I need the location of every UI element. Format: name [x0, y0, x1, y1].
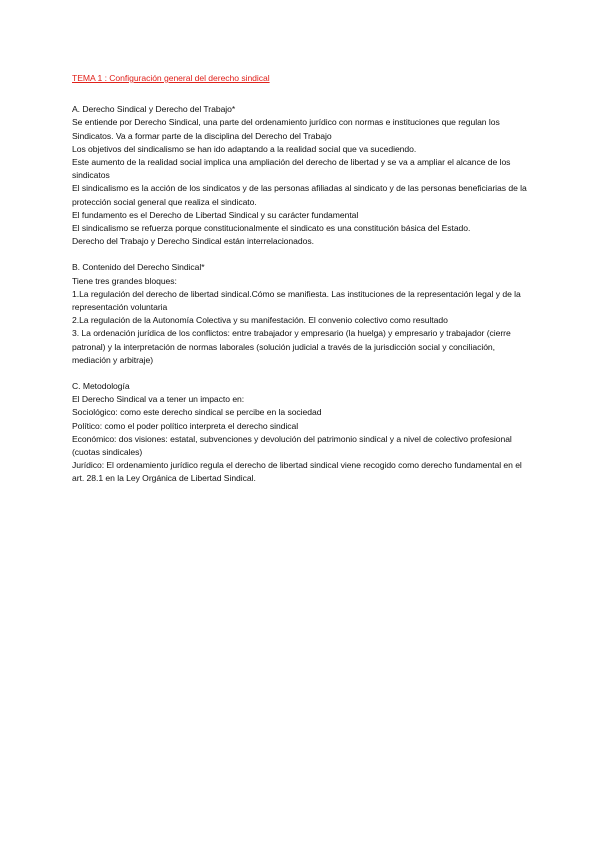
paragraph: 3. La ordenación jurídica de los conflictos: entre trabajador y empresario (la huelga) y empresario y trabajador (cierre patronal) y la interpretación de normas laborales (solución judicial a través de la jurisdicción social y conciliación, mediación y arbitraje) — [72, 328, 511, 365]
paragraph: El sindicalismo se refuerza porque constitucionalmente el sindicato es una constitución básica del Estado. — [72, 223, 471, 234]
paragraph: El Derecho Sindical va a tener un impacto en: — [72, 394, 245, 405]
section-b — [72, 261, 532, 367]
paragraph: 1.La regulación del derecho de libertad sindical.Cómo se manifiesta. Las instituciones de la representación legal y de la representación voluntaria — [72, 288, 521, 313]
section-heading: C. Metodología — [72, 381, 130, 392]
paragraph: Sociológico: como este derecho sindical se percibe en la sociedad — [72, 407, 322, 418]
paragraph: Este aumento de la realidad social implica una ampliación del derecho de libertad y se va a ampliar el alcance de los sindicatos — [72, 157, 511, 181]
paragraph: Los objetivos del sindicalismo se han ido adaptando a la realidad social que va sucediendo. — [72, 143, 417, 154]
paragraph: Se entiende por Derecho Sindical, una parte del ordenamiento jurídico con normas e instituciones que regulan los Sindicatos. Va a formar parte de la disciplina del Derecho del Trabajo — [72, 117, 500, 141]
section-c — [72, 380, 532, 486]
paragraph: Derecho del Trabajo y Derecho Sindical están interrelacionados. — [72, 236, 314, 247]
paragraph: Económico: dos visiones: estatal, subvenciones y devolución del patrimonio sindical y a nivel de colectivo profesional (cuotas sindicales) — [72, 433, 512, 458]
paragraph: Político: como el poder político interpreta el derecho sindical — [72, 420, 299, 431]
document-body — [72, 72, 532, 499]
document-title: TEMA 1 : Configuración general del derecho sindical — [72, 73, 270, 83]
paragraph: Jurídico: El ordenamiento jurídico regula el derecho de libertad sindical viene recogido como derecho fundamental en el art. 28.1 en la Ley Orgánica de Libertad Sindical. — [72, 460, 522, 484]
section-heading: B. Contenido del Derecho Sindical* — [72, 262, 205, 273]
paragraph: Tiene tres grandes bloques: — [72, 275, 177, 286]
paragraph: El sindicalismo es la acción de los sindicatos y de las personas afiliadas al sindicato y de las personas beneficiarias de la protección social general que realiza el sindicato. — [72, 183, 527, 207]
paragraph: El fundamento es el Derecho de Libertad Sindical y su carácter fundamental — [72, 209, 359, 220]
section-a — [72, 103, 532, 248]
section-heading: A. Derecho Sindical y Derecho del Trabajo* — [72, 104, 236, 115]
paragraph: 2.La regulación de la Autonomía Colectiva y su manifestación. El convenio colectivo como resultado — [72, 315, 448, 326]
